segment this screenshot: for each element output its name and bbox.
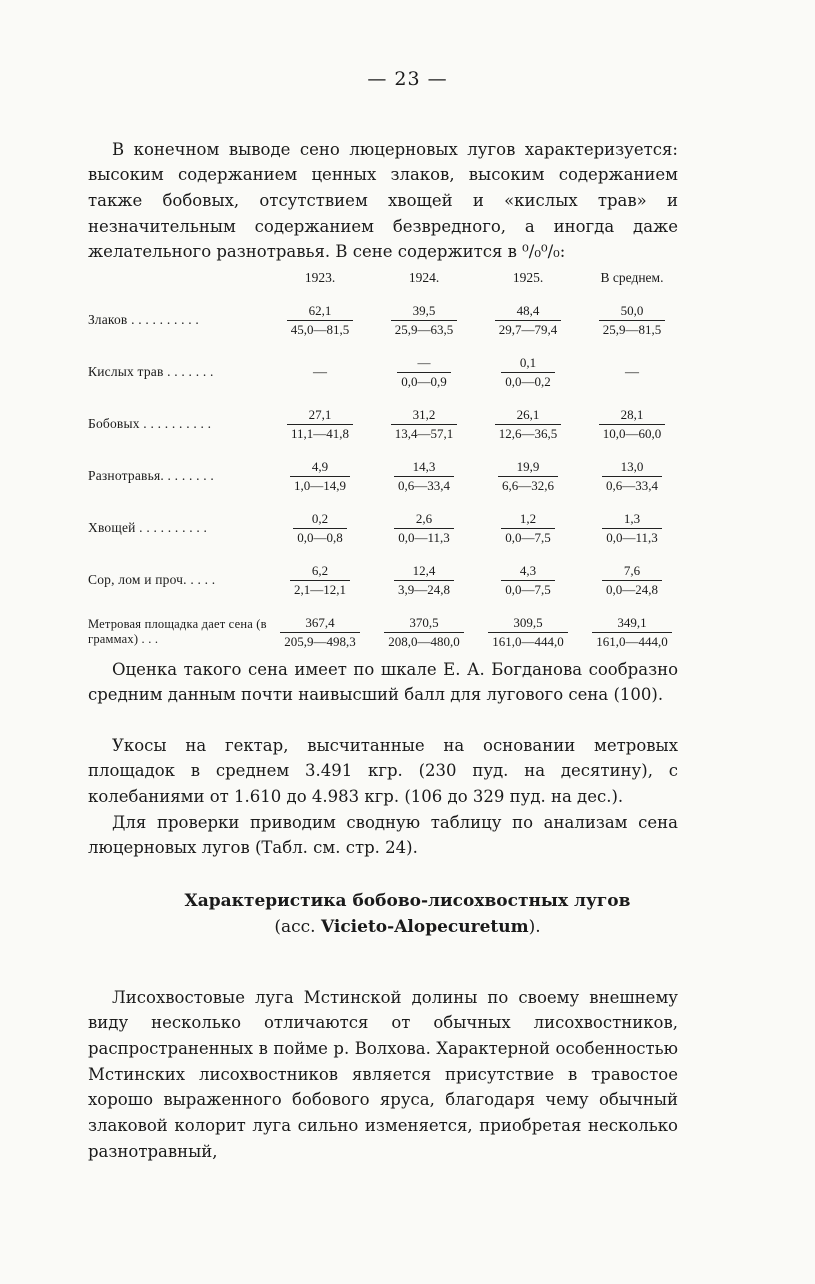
cell-fraction — [602, 511, 662, 546]
cell-fraction — [602, 459, 662, 494]
cell-mean: 12,4 — [394, 563, 454, 581]
cell-fraction — [592, 615, 672, 650]
table-cell — [580, 294, 684, 346]
header-average: В среднем. — [600, 270, 664, 285]
cell-mean: 31,2 — [391, 407, 458, 425]
cell-mean: 26,1 — [495, 407, 562, 425]
row-label: Сор, лом и проч. . . . . — [88, 572, 216, 587]
table-cell — [268, 294, 372, 346]
cell-fraction — [488, 615, 568, 650]
table-cell — [580, 502, 684, 554]
estimate-paragraph: Оценка такого сена имеет по шкале Е. А. Богданова сообразно средним данным почти наивысший балл для лугового сена (100). — [88, 659, 678, 705]
table-cell — [372, 502, 476, 554]
row-label: Кислых трав . . . . . . . — [88, 364, 214, 379]
cell-mean: 2,6 — [394, 511, 454, 529]
hay-composition-table — [88, 270, 684, 658]
cell-range: 45,0—81,5 — [290, 321, 350, 337]
cell-fraction — [391, 303, 458, 338]
cell-mean: 13,0 — [602, 459, 662, 477]
section-heading — [0, 888, 815, 940]
cell-range: 0,0—0,9 — [401, 373, 447, 389]
cell-range: 205,9—498,3 — [284, 633, 356, 649]
table-row — [88, 398, 684, 450]
table-cell — [372, 450, 476, 502]
cell-range: 0,6—33,4 — [398, 477, 450, 493]
cell-fraction — [293, 511, 347, 546]
header-1924: 1924. — [408, 270, 440, 285]
cell-mean: 309,5 — [488, 615, 568, 633]
yield-paragraph: Укосы на гектар, высчитанные на основании метровых площадок в среднем 3.491 кгр. (230 пуд. на десятину), с колебаниями от 1.610 до 4.983 кгр. (106 до 329 пуд. на дес.). — [88, 735, 678, 806]
cell-mean: 39,5 — [391, 303, 458, 321]
intro-paragraph: В конечном выводе сено люцерновых лугов характеризуется: высоким содержанием ценных злаков, высоким содержанием также бобовых, отсутствием хвощей и «кислых трав» и незначительным содержанием безвредного, а иногда даже желательного разнотравья. В сене содержится в ⁰/₀⁰/₀: — [88, 139, 678, 262]
table-row — [88, 606, 684, 658]
cell-range: 0,0—11,3 — [398, 529, 450, 545]
cell-range: 0,0—0,2 — [505, 373, 551, 389]
table-row — [88, 554, 684, 606]
cell-mean: 1,2 — [501, 511, 555, 529]
cell-fraction — [501, 511, 555, 546]
cell-range: 12,6—36,5 — [498, 425, 558, 441]
assoc-latin: Vicieto-Alopecuretum — [320, 917, 529, 937]
cell-range: 6,6—32,6 — [502, 477, 554, 493]
cell-mean: 4,9 — [290, 459, 350, 477]
table-row — [88, 502, 684, 554]
cell-mean: 48,4 — [495, 303, 562, 321]
cell-range: 0,0—7,5 — [505, 529, 551, 545]
cell-fraction — [384, 615, 464, 650]
foxtail-paragraph: Лисохвостовые луга Мстинской долины по своему внешнему виду несколько отличаются от обычных лисохвостников, распространенных в пойме р. Волхова. Характерной особенностью Мстинских лисохвостников является присутствие в травостое хорошо выраженного бобового яруса, благодаря чему обычный злаковой колорит луга сильно изменяется, приобретая несколько разнотравный, — [88, 987, 678, 1161]
cell-fraction — [280, 615, 360, 650]
table-row — [88, 346, 684, 398]
header-empty — [88, 270, 268, 294]
table-cell — [476, 294, 580, 346]
cell-fraction — [287, 303, 354, 338]
section-association — [0, 914, 815, 940]
cell-mean: 62,1 — [287, 303, 354, 321]
cell-fraction — [287, 407, 353, 442]
table-row — [88, 294, 684, 346]
cell-range: 0,0—11,3 — [606, 529, 658, 545]
cell-mean: 1,3 — [602, 511, 662, 529]
row-label: Злаков . . . . . . . . . . — [88, 312, 200, 327]
cell-range: 29,7—79,4 — [498, 321, 558, 337]
cell-range: 0,6—33,4 — [606, 477, 658, 493]
cell-mean: 27,1 — [287, 407, 353, 425]
table-cell — [476, 554, 580, 606]
check-paragraph: Для проверки приводим сводную таблицу по анализам сена люцерновых лугов (Табл. см. стр. 24). — [88, 812, 678, 858]
cell-mean: 367,4 — [280, 615, 360, 633]
cell-range: 25,9—63,5 — [394, 321, 454, 337]
cell-fraction — [602, 563, 662, 598]
cell-mean: 0,2 — [293, 511, 347, 529]
table-cell — [372, 346, 476, 398]
table-cell — [580, 346, 684, 398]
row-label: Бобовых . . . . . . . . . . — [88, 416, 212, 431]
cell-range: 208,0—480,0 — [388, 633, 460, 649]
row-label: Метровая площадка дает сена (в граммах) . . . — [88, 617, 267, 646]
header-1923: 1923. — [304, 270, 336, 285]
cell-fraction — [498, 459, 558, 494]
cell-fraction — [397, 355, 451, 390]
cell-range: 0,0—7,5 — [505, 581, 551, 597]
cell-mean: 349,1 — [592, 615, 672, 633]
cell-fraction — [394, 511, 454, 546]
cell-value: — — [625, 364, 639, 380]
cell-range: 10,0—60,0 — [602, 425, 662, 441]
cell-range: 0,0—0,8 — [297, 529, 343, 545]
cell-value: — — [313, 364, 327, 380]
table-cell — [268, 346, 372, 398]
page-number: — 23 — — [367, 68, 448, 90]
cell-fraction — [394, 459, 454, 494]
cell-mean: 370,5 — [384, 615, 464, 633]
cell-mean: 19,9 — [498, 459, 558, 477]
table-cell — [372, 554, 476, 606]
table-cell — [268, 606, 372, 658]
table-cell — [580, 606, 684, 658]
section-title: Характеристика бобово-лисохвостных лугов — [184, 891, 631, 911]
row-label: Хвощей . . . . . . . . . . — [88, 520, 208, 535]
assoc-open: (асс. — [274, 917, 316, 937]
cell-range: 0,0—24,8 — [606, 581, 658, 597]
cell-mean: — — [397, 355, 451, 373]
table-cell — [372, 606, 476, 658]
cell-mean: 0,1 — [501, 355, 555, 373]
table-cell — [268, 502, 372, 554]
cell-fraction — [394, 563, 454, 598]
table-cell — [268, 554, 372, 606]
cell-range: 11,1—41,8 — [290, 425, 350, 441]
cell-fraction — [290, 459, 350, 494]
cell-mean: 4,3 — [501, 563, 555, 581]
cell-fraction — [599, 407, 666, 442]
cell-fraction — [391, 407, 458, 442]
cell-mean: 14,3 — [394, 459, 454, 477]
assoc-close: ). — [528, 917, 541, 937]
table-cell — [476, 398, 580, 450]
cell-fraction — [501, 355, 555, 390]
cell-fraction — [501, 563, 555, 598]
cell-fraction — [599, 303, 666, 338]
table-cell — [268, 450, 372, 502]
table-cell — [580, 554, 684, 606]
cell-range: 161,0—444,0 — [492, 633, 564, 649]
cell-mean: 50,0 — [599, 303, 666, 321]
row-label: Разнотравья. . . . . . . . — [88, 468, 215, 483]
table-cell — [476, 606, 580, 658]
table-header-row — [88, 270, 684, 294]
table-cell — [476, 346, 580, 398]
cell-range: 25,9—81,5 — [602, 321, 662, 337]
cell-mean: 28,1 — [599, 407, 666, 425]
cell-fraction — [495, 303, 562, 338]
table-cell — [372, 294, 476, 346]
header-1925: 1925. — [512, 270, 544, 285]
table-cell — [476, 450, 580, 502]
cell-range: 161,0—444,0 — [596, 633, 668, 649]
cell-range: 3,9—24,8 — [398, 581, 450, 597]
table-cell — [580, 450, 684, 502]
cell-fraction — [495, 407, 562, 442]
table-cell — [268, 398, 372, 450]
table-cell — [476, 502, 580, 554]
table-cell — [372, 398, 476, 450]
table-cell — [580, 398, 684, 450]
cell-range: 13,4—57,1 — [394, 425, 454, 441]
table-row — [88, 450, 684, 502]
cell-fraction — [290, 563, 350, 598]
cell-mean: 7,6 — [602, 563, 662, 581]
cell-mean: 6,2 — [290, 563, 350, 581]
cell-range: 1,0—14,9 — [294, 477, 346, 493]
cell-range: 2,1—12,1 — [294, 581, 346, 597]
